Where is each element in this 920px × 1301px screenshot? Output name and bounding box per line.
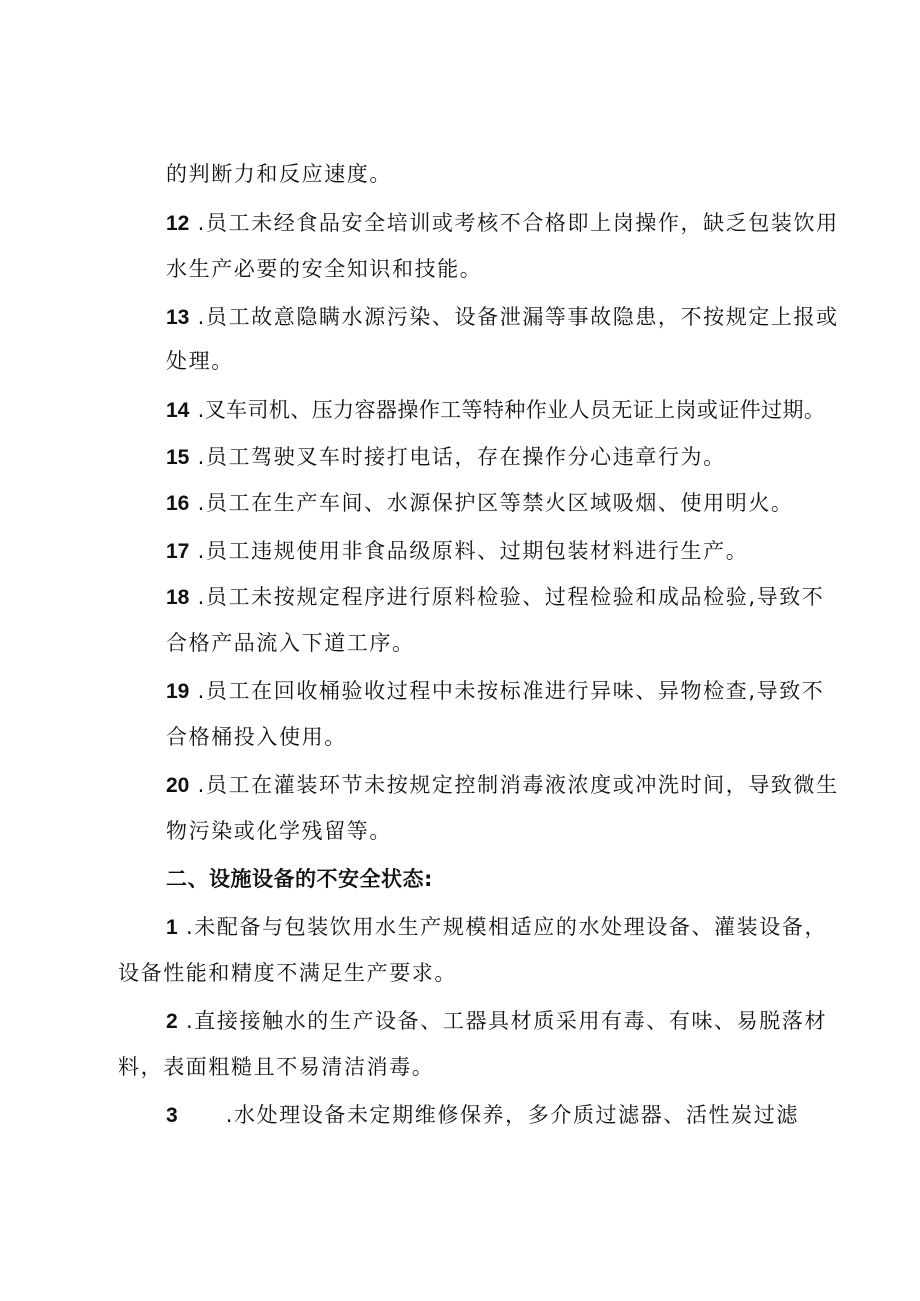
- item-number: 17: [166, 540, 190, 563]
- list-item-20-cont: 物污染或化学残留等。: [166, 819, 392, 843]
- item-text: .叉车司机、压力容器操作工等特种作业人员无证上岗或证件过期。: [197, 398, 826, 422]
- item-text: .员工未经食品安全培训或考核不合格即上岗操作，缺乏包装饮用: [197, 211, 839, 235]
- list-item-18-cont: 合格产品流入下道工序。: [166, 631, 415, 655]
- list-item-3: [166, 1101, 799, 1130]
- item-text: .员工在灌装环节未按规定控制消毒液浓度或冲洗时间，导致微生: [197, 773, 839, 797]
- item-number: 19: [166, 680, 190, 703]
- list-item-20: [166, 771, 839, 800]
- item-text: .员工驾驶叉车时接打电话，存在操作分心违章行为。: [197, 445, 726, 469]
- list-item-2-cont: 料，表面粗糙且不易清洁消毒。: [118, 1055, 435, 1079]
- item-number: 13: [166, 306, 190, 329]
- list-item-1-cont: 设备性能和精度不满足生产要求。: [118, 961, 457, 985]
- item-text: .水处理设备未定期维修保养，多介质过滤器、活性炭过滤: [225, 1103, 799, 1127]
- item-number: 2: [166, 1010, 178, 1033]
- list-item-16: [166, 489, 794, 518]
- list-item-13-cont: 处理。: [166, 349, 234, 373]
- item-text: .员工在回收桶验收过程中未按标准进行异味、异物检查,导致不: [197, 679, 825, 703]
- list-item-19: [166, 677, 824, 706]
- list-item-12: [166, 209, 839, 238]
- list-item-12-cont: 水生产必要的安全知识和技能。: [166, 257, 483, 281]
- list-item-19-cont: 合格桶投入使用。: [166, 725, 347, 749]
- item-number: 14: [166, 399, 190, 422]
- intro-tail-text: 的判断力和反应速度。: [166, 162, 392, 186]
- item-number: 18: [166, 586, 190, 609]
- list-item-2: [166, 1007, 827, 1036]
- item-text: .直接接触水的生产设备、工器具材质采用有毒、有味、易脱落材: [185, 1009, 828, 1033]
- list-item-1: [166, 913, 827, 942]
- item-number: 12: [166, 212, 190, 235]
- item-text: .员工在生产车间、水源保护区等禁火区域吸烟、使用明火。: [197, 491, 794, 515]
- item-text: .员工违规使用非食品级原料、过期包装材料进行生产。: [197, 539, 749, 563]
- list-item-18: [166, 583, 824, 612]
- item-number: 1: [166, 916, 178, 939]
- list-item-14: [166, 396, 825, 425]
- item-number: 3: [166, 1104, 178, 1127]
- list-item-17: [166, 537, 748, 566]
- item-text: .员工故意隐瞒水源污染、设备泄漏等事故隐患，不按规定上报或: [197, 305, 839, 329]
- item-number: 16: [166, 492, 190, 515]
- section-heading: 二、设施设备的不安全状态:: [166, 867, 433, 891]
- item-text: .员工未按规定程序进行原料检验、过程检验和成品检验,导致不: [197, 585, 825, 609]
- item-number: 15: [166, 446, 190, 469]
- list-item-15: [166, 443, 726, 472]
- list-item-13: [166, 303, 839, 332]
- item-number: 20: [166, 774, 190, 797]
- item-text: .未配备与包装饮用水生产规模相适应的水处理设备、灌装设备，: [185, 915, 828, 939]
